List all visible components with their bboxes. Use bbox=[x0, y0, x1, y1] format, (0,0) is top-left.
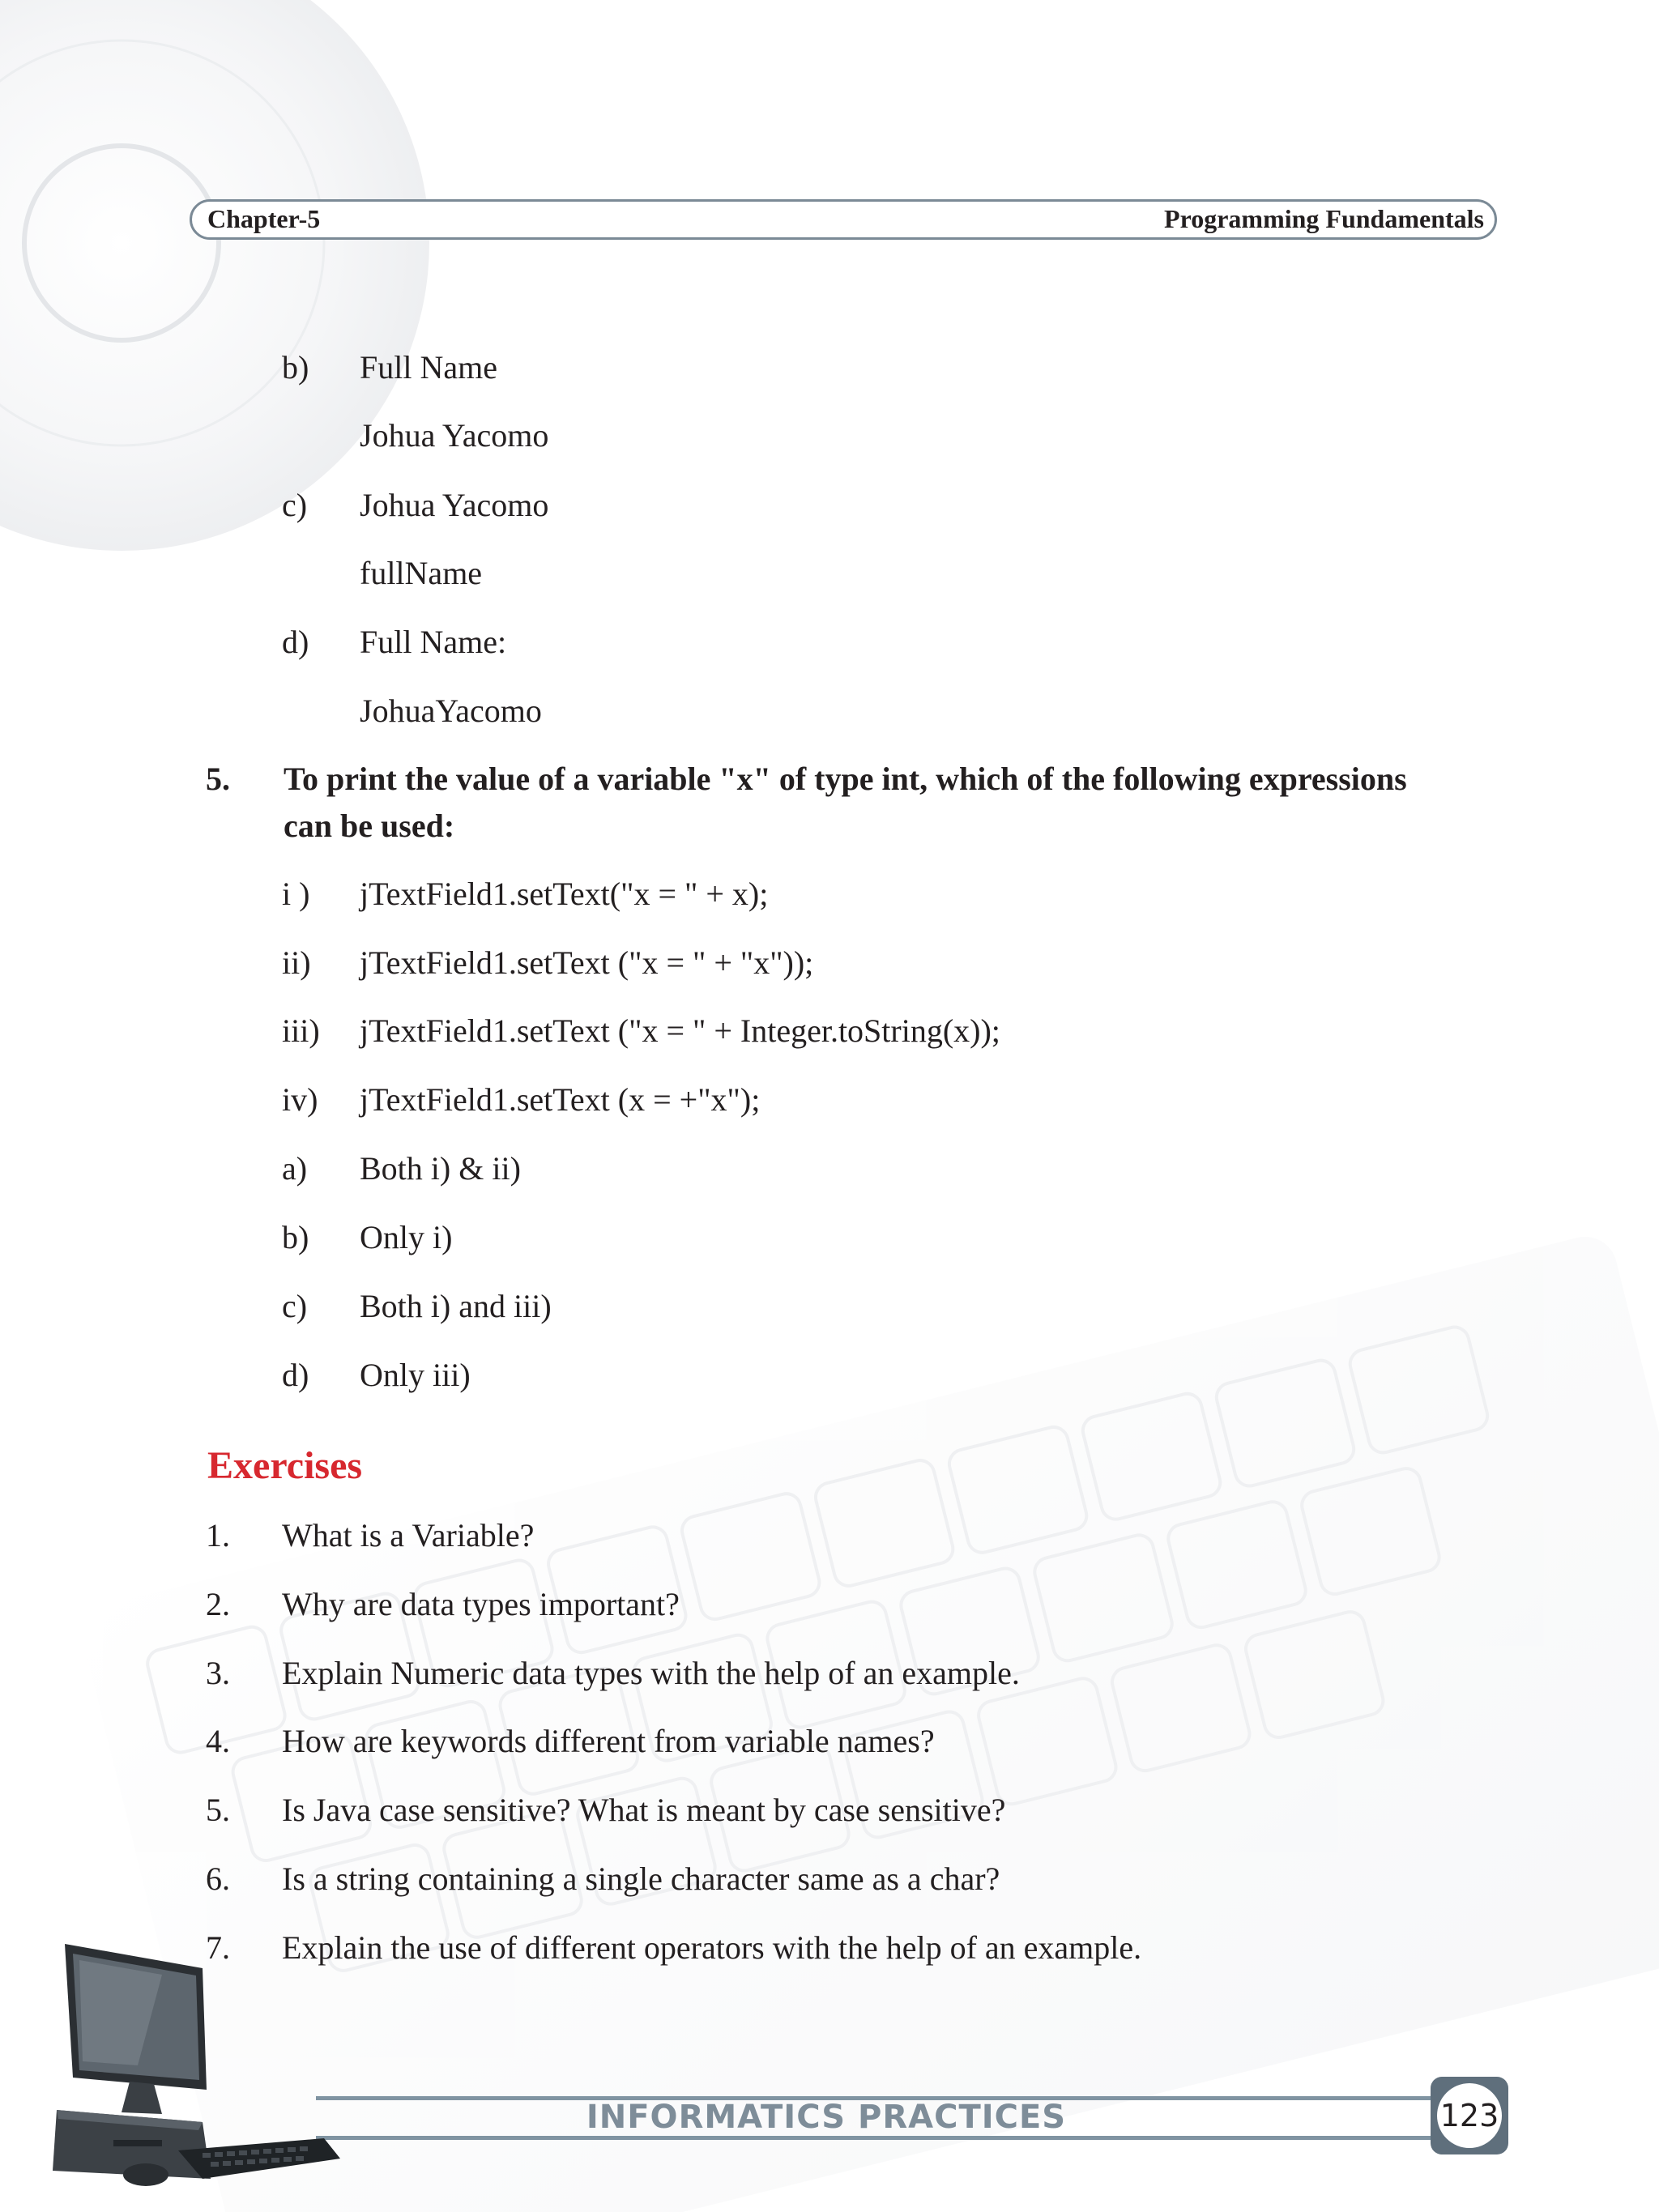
exercise-number: 2. bbox=[206, 1586, 230, 1622]
option-marker: b) bbox=[282, 349, 309, 386]
desktop-computer-icon bbox=[41, 1928, 348, 2195]
option-text: Johua Yacomo bbox=[360, 417, 549, 454]
question-text: can be used: bbox=[284, 808, 455, 844]
option-marker: d) bbox=[282, 624, 309, 660]
statement-code: jTextField1.setText("x = " + x); bbox=[360, 876, 769, 912]
exercise-text: Explain Numeric data types with the help of an example. bbox=[282, 1655, 1020, 1691]
exercise-text: Explain the use of different operators with the help of an example. bbox=[282, 1929, 1142, 1966]
option-text: fullName bbox=[360, 555, 483, 591]
statement-marker: ii) bbox=[282, 944, 311, 981]
statement-marker: iv) bbox=[282, 1081, 318, 1118]
exercise-number: 4. bbox=[206, 1723, 230, 1759]
exercises-heading: Exercises bbox=[207, 1444, 363, 1487]
chapter-title: Programming Fundamentals bbox=[1164, 204, 1484, 233]
statement-code: jTextField1.setText ("x = " + Integer.toString(x)); bbox=[360, 1012, 1000, 1049]
option-text: Only iii) bbox=[360, 1357, 471, 1393]
option-text: Both i) & ii) bbox=[360, 1150, 521, 1187]
option-marker: a) bbox=[282, 1150, 308, 1187]
exercise-number: 1. bbox=[206, 1517, 230, 1554]
option-text: Full Name: bbox=[360, 624, 507, 660]
chapter-label: Chapter-5 bbox=[207, 204, 321, 233]
question-text: To print the value of a variable "x" of type int, which of the following expressions bbox=[284, 761, 1407, 797]
exercise-text: Is a string containing a single character same as a char? bbox=[282, 1860, 1000, 1897]
option-text: Full Name bbox=[360, 349, 497, 386]
statement-marker: i ) bbox=[282, 876, 310, 912]
footer-title: INFORMATICS PRACTICES bbox=[586, 2099, 1067, 2136]
option-text: Only i) bbox=[360, 1219, 453, 1255]
exercise-number: 7. bbox=[206, 1929, 230, 1966]
page-number: 123 bbox=[1437, 2083, 1502, 2148]
option-text: Johua Yacomo bbox=[360, 487, 549, 523]
option-marker: b) bbox=[282, 1219, 309, 1255]
option-text: JohuaYacomo bbox=[360, 693, 542, 729]
exercise-text: Is Java case sensitive? What is meant by case sensitive? bbox=[282, 1792, 1006, 1828]
option-text: Both i) and iii) bbox=[360, 1288, 552, 1324]
page-number-badge bbox=[1431, 2077, 1508, 2154]
option-marker: c) bbox=[282, 487, 308, 523]
option-marker: d) bbox=[282, 1357, 309, 1393]
exercise-text: Why are data types important? bbox=[282, 1586, 680, 1622]
question-number: 5. bbox=[206, 761, 230, 797]
exercise-number: 6. bbox=[206, 1860, 230, 1897]
statement-code: jTextField1.setText ("x = " + "x")); bbox=[360, 944, 814, 981]
exercise-text: What is a Variable? bbox=[282, 1517, 535, 1554]
statement-code: jTextField1.setText (x = +"x"); bbox=[360, 1081, 761, 1118]
statement-marker: iii) bbox=[282, 1012, 320, 1049]
exercise-number: 3. bbox=[206, 1655, 230, 1691]
exercise-text: How are keywords different from variable names? bbox=[282, 1723, 935, 1759]
exercise-number: 5. bbox=[206, 1792, 230, 1828]
option-marker: c) bbox=[282, 1288, 308, 1324]
